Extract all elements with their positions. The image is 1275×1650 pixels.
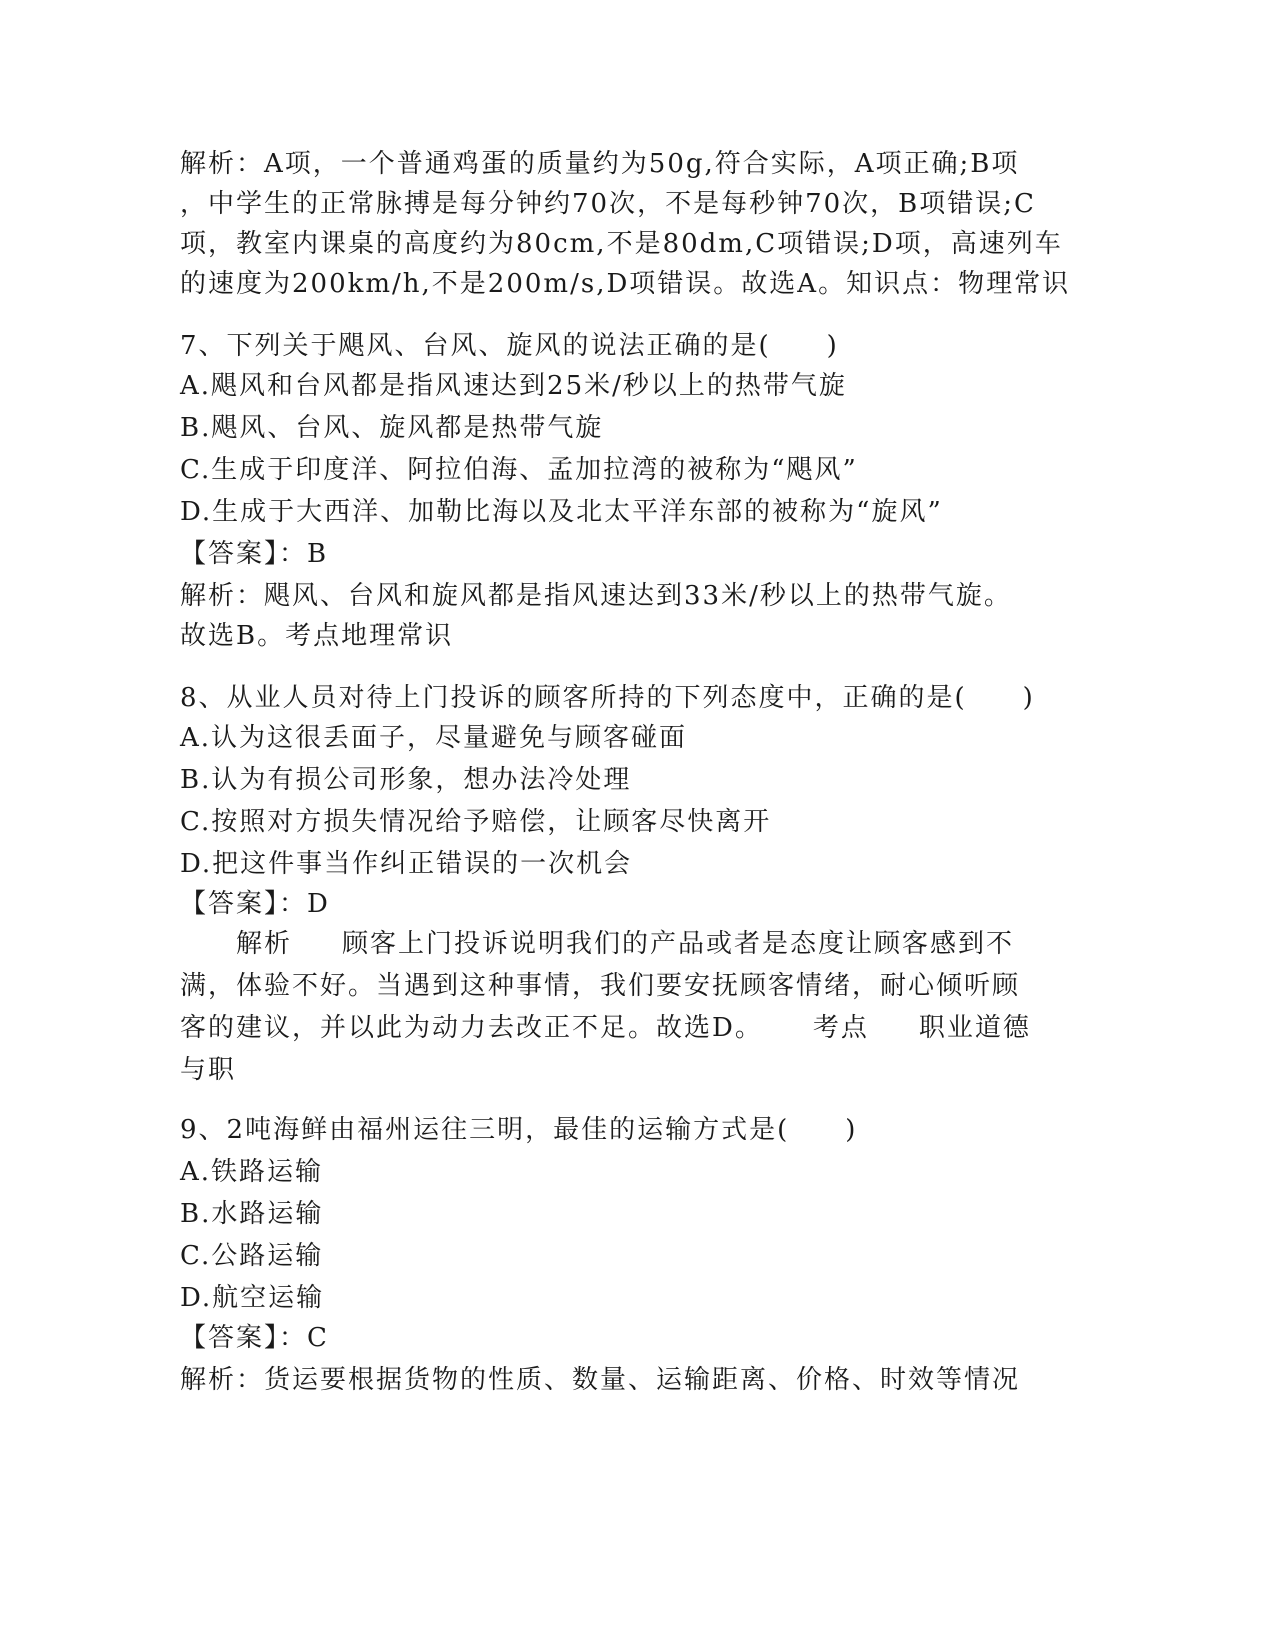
question-8-explanation: 与职 xyxy=(180,1055,237,1085)
explanation-line: 的速度为200km/h,不是200m/s,D项错误。故选A。知识点：物理常识 xyxy=(180,269,1071,299)
question-7-option-b: B.飓风、台风、旋风都是热带气旋 xyxy=(180,413,604,443)
question-8-explanation: 满，体验不好。当遇到这种事情，我们要安抚顾客情绪，耐心倾听顾 xyxy=(180,971,1021,1001)
question-7-explanation: 故选B。考点地理常识 xyxy=(180,621,454,651)
question-9-option-d: D.航空运输 xyxy=(180,1283,325,1313)
question-9-answer: 【答案】：C xyxy=(180,1323,329,1353)
kaodian-label: 考点 xyxy=(812,1013,869,1043)
question-9-option-c: C.公路运输 xyxy=(180,1241,324,1271)
explanation-line: 项，教室内课桌的高度约为80cm,不是80dm,C项错误;D项，高速列车 xyxy=(180,229,1063,259)
question-7-stem: 7、下列关于飓风、台风、旋风的说法正确的是( ) xyxy=(180,331,839,361)
question-9-explanation: 解析：货运要根据货物的性质、数量、运输距离、价格、时效等情况 xyxy=(180,1365,1021,1395)
explanation-text: 客的建议，并以此为动力去改正不足。故选D。 xyxy=(180,1013,763,1043)
question-8-answer: 【答案】：D xyxy=(180,889,330,919)
question-7-option-c: C.生成于印度洋、阿拉伯海、孟加拉湾的被称为“飓风” xyxy=(180,455,858,485)
question-8-stem: 8、从业人员对待上门投诉的顾客所持的下列态度中，正确的是( ) xyxy=(180,683,1035,713)
explanation-line: ，中学生的正常脉搏是每分钟约70次，不是每秒钟70次，B项错误;C xyxy=(180,189,1036,219)
question-9-option-a: A.铁路运输 xyxy=(180,1157,324,1187)
question-8-option-a: A.认为这很丢面子，尽量避免与顾客碰面 xyxy=(180,723,688,753)
question-7-answer: 【答案】：B xyxy=(180,539,329,569)
question-8-option-d: D.把这件事当作纠正错误的一次机会 xyxy=(180,849,633,879)
kaodian-value: 职业道德 xyxy=(918,1013,1031,1043)
question-8-option-c: C.按照对方损失情况给予赔偿，让顾客尽快离开 xyxy=(180,807,772,837)
explanation-line: 解析：A项，一个普通鸡蛋的质量约为50g,符合实际，A项正确;B项 xyxy=(180,149,1020,179)
explanation-label: 解析 xyxy=(236,929,293,959)
question-9-option-b: B.水路运输 xyxy=(180,1199,324,1229)
question-8-explanation xyxy=(236,926,1060,962)
question-7-explanation: 解析：飓风、台风和旋风都是指风速达到33米/秒以上的热带气旋。 xyxy=(180,581,1012,611)
question-7-option-d: D.生成于大西洋、加勒比海以及北太平洋东部的被称为“旋风” xyxy=(180,497,943,527)
question-7-option-a: A.飓风和台风都是指风速达到25米/秒以上的热带气旋 xyxy=(180,371,847,401)
question-8-option-b: B.认为有损公司形象，想办法冷处理 xyxy=(180,765,632,795)
question-8-explanation xyxy=(180,1010,1060,1046)
explanation-text: 顾客上门投诉说明我们的产品或者是态度让顾客感到不 xyxy=(342,929,1015,959)
question-9-stem: 9、2吨海鲜由福州运往三明，最佳的运输方式是( ) xyxy=(180,1115,858,1145)
